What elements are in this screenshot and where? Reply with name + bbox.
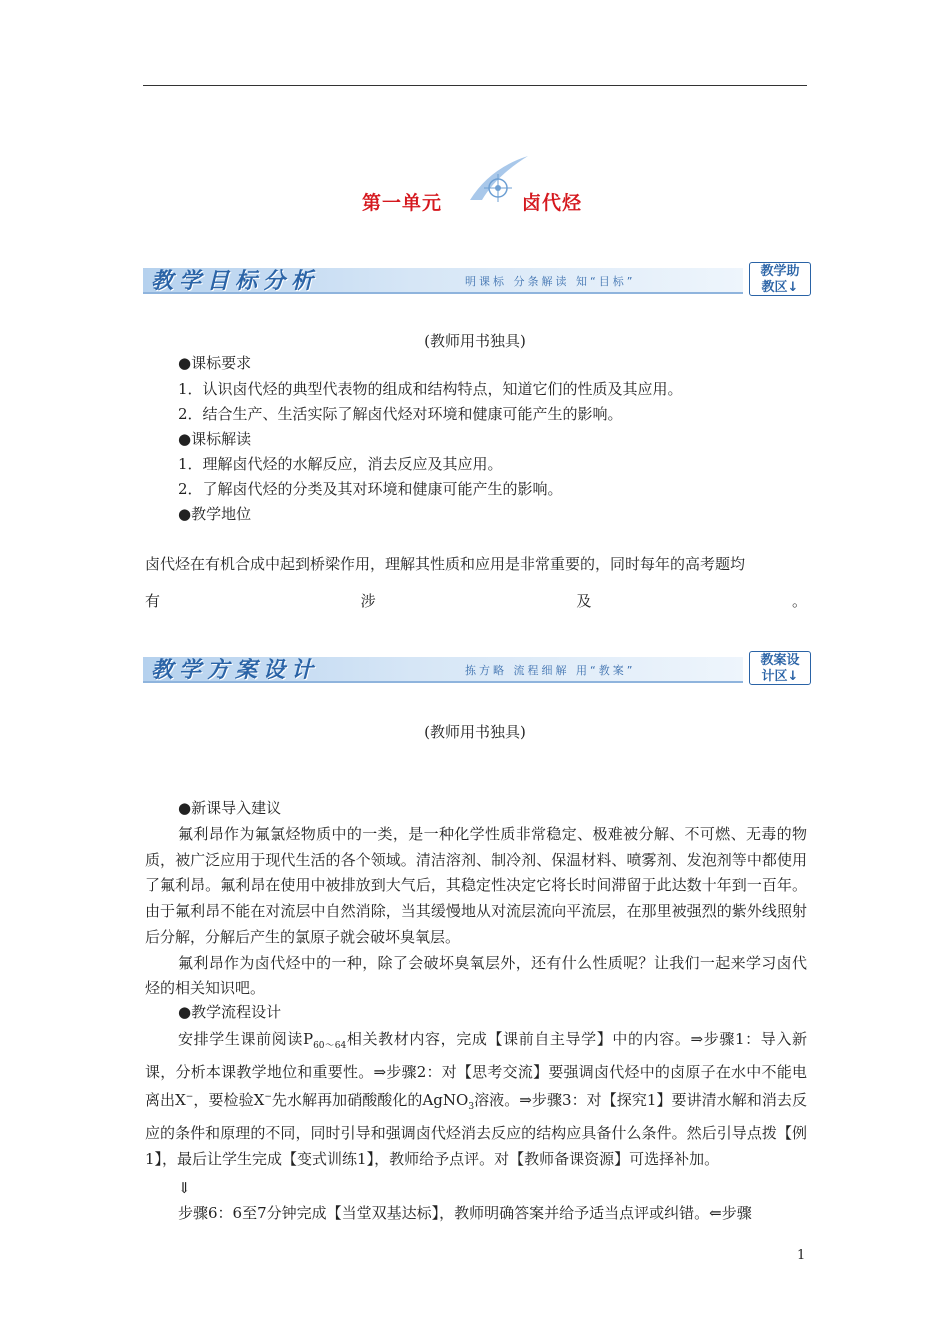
intro-paragraph-1: 氟利昂作为氟氯烃物质中的一类，是一种化学性质非常稳定、极难被分解、不可燃、无毒的物质，被广泛应用于现代生活的各个领域。清洁溶剂、制冷剂、保温材料、喷雾剂、发泡剂等中都使用了氟利昂。氟利昂在使用中被排放到大气后，其稳定性决定它将长时间滞留于此达数十年到一百年。由于氟利昂不能在对流层中自然消除，当其缓慢地从对流层流向平流层，在那里被强烈的紫外线照射后分解，分解后产生的氯原子就会破坏臭氧层。	[145, 825, 807, 946]
heading-requirements: ●课标要求	[178, 354, 252, 372]
unit-title-right: 卤代烃	[522, 192, 583, 214]
intro-paragraphs	[145, 822, 807, 1002]
banner-teaching-objectives	[143, 262, 815, 300]
position-text-spread	[145, 590, 807, 611]
flow-text-b: 相关教材内容，完成【课前自主导学】中的内容。⇒步骤1：导入新课，分析本课教学地位和重要性。⇒步骤2：对【思考交流】要强调卤代烃中的卤原子在水中不能电离出X	[145, 1030, 807, 1110]
banner-subtitle: 拣方略 流程细解 用“教案”	[465, 664, 636, 677]
position-text: 卤代烃在有机合成中起到桥梁作用，理解其性质和应用是非常重要的，同时每年的高考题均	[145, 555, 746, 573]
flow-superscript: −	[185, 1092, 194, 1103]
banner-title: 教学目标分析	[151, 269, 320, 294]
page-number: 1	[797, 1248, 806, 1263]
crosshair-swoosh-icon	[460, 150, 530, 210]
spread-char: 。	[791, 592, 807, 610]
flow-text-a: 安排学生课前阅读	[178, 1030, 303, 1048]
heading-interpretation: ●课标解读	[178, 430, 252, 448]
requirement-1: 1．认识卤代烃的典型代表物的组成和结构特点，知道它们的性质及其应用。	[178, 380, 683, 398]
banner-title: 教学方案设计	[151, 658, 320, 683]
spread-char: 有	[145, 592, 161, 610]
flow-superscript: −	[264, 1092, 272, 1103]
banner-tag-line1: 教案设	[760, 653, 800, 668]
banner-tag	[749, 262, 811, 296]
requirement-2: 2．结合生产、生活实际了解卤代烃对环境和健康可能产生的影响。	[178, 405, 623, 423]
banner-teaching-plan	[143, 651, 815, 689]
interpretation-2: 2．了解卤代烃的分类及其对环境和健康可能产生的影响。	[178, 480, 563, 498]
header-rule	[143, 85, 807, 86]
flow-text-d: 先水解再加硝酸酸化的AgNO	[271, 1091, 469, 1110]
spread-char: 及	[576, 592, 592, 610]
banner-tag-line1: 教学助	[760, 264, 800, 279]
interpretation-1: 1．理解卤代烃的水解反应，消去反应及其应用。	[178, 455, 503, 473]
banner-tag-line2: 计区↓	[761, 669, 799, 684]
heading-flow: ●教学流程设计	[178, 1003, 282, 1021]
banner-tag-line2: 教区↓	[761, 280, 799, 295]
flow-text-c: ，要检验X	[193, 1091, 265, 1110]
down-arrow: ⇓	[178, 1179, 191, 1197]
banner-tag	[749, 651, 811, 685]
flow-text	[145, 1027, 807, 1173]
intro-paragraph-2: 氟利昂作为卤代烃中的一种，除了会破坏臭氧层外，还有什么性质呢？让我们一起来学习卤代烃的相关知识吧。	[145, 953, 807, 998]
flow-text-p: P	[302, 1030, 314, 1048]
unit-title	[362, 150, 622, 220]
flow-subscript: 60～64	[313, 1041, 347, 1051]
step-6-text: 步骤6：6至7分钟完成【当堂双基达标】，教师明确答案并给予适当点评或纠错。⇐步骤	[178, 1204, 752, 1222]
banner-subtitle: 明课标 分条解读 知“目标”	[465, 275, 636, 288]
spread-char: 涉	[360, 592, 376, 610]
teacher-note: (教师用书独具)	[424, 332, 526, 350]
flow-subscript: 3	[468, 1102, 475, 1113]
unit-title-left: 第一单元	[362, 192, 443, 214]
heading-intro: ●新课导入建议	[178, 799, 282, 817]
teacher-note-2: (教师用书独具)	[424, 723, 526, 741]
flow-paragraph	[145, 1027, 807, 1173]
flow-text-e: 溶液。⇒步骤3：对【探究1】要讲清水解和消去反应的条件和原理的不同，同时引导和强调卤代烃消去反应的结构应具备什么条件。然后引导点拨【例1】，最后让学生完成【变式训练1】，教师给予点评。对【教师备课资源】可选择补加。	[145, 1091, 807, 1168]
heading-position: ●教学地位	[178, 505, 252, 523]
